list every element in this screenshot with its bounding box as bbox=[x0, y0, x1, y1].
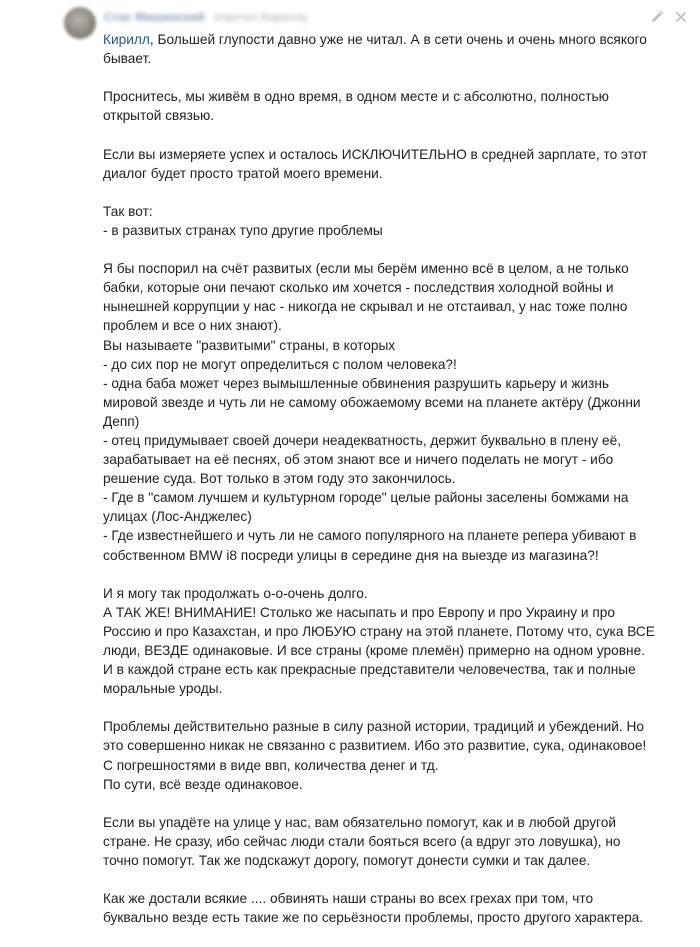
text-line-content: Так вот: bbox=[103, 203, 153, 219]
text-line bbox=[103, 393, 688, 412]
text-line-content: По сути, всё везде одинаковое. bbox=[103, 776, 303, 792]
text-line-content: Я бы поспорил на счёт развитых (если мы берём именно всё в целом, а не только bbox=[103, 261, 629, 277]
text-line-content: - одна баба может через вымышленные обвинения разрушить карьеру и жизнь bbox=[103, 375, 610, 391]
text-line bbox=[103, 278, 688, 297]
text-line-content: Вы называете "развитыми" страны, в которых bbox=[103, 337, 396, 353]
text-line-content: зарабатывает на её песнях, об этом знают все и ничего поделать не могут - ибо bbox=[103, 452, 614, 468]
comment-header bbox=[104, 10, 308, 26]
comment-paragraph bbox=[103, 259, 688, 565]
comment-paragraph bbox=[103, 145, 688, 183]
text-line-content: бабки, которые они печают сколько им хочется - последствия холодной войны и bbox=[103, 280, 614, 296]
comment-paragraph bbox=[103, 813, 688, 870]
text-line bbox=[103, 641, 688, 660]
text-line-content: это совершенно никак не связанно с развитием. Ибо это развитие, сука, одинаковое! bbox=[103, 738, 647, 754]
text-line bbox=[103, 297, 688, 316]
text-line bbox=[103, 756, 688, 775]
text-line bbox=[103, 374, 688, 393]
text-line bbox=[103, 202, 688, 221]
comment-paragraph bbox=[103, 889, 688, 927]
pencil-icon[interactable] bbox=[650, 10, 664, 24]
text-line-content: Депп) bbox=[103, 413, 140, 429]
text-line-content: И в каждой стране есть как прекрасные представители человечества, так и полные bbox=[103, 662, 636, 678]
text-line bbox=[103, 889, 688, 908]
text-line bbox=[103, 908, 688, 927]
text-line-content: собственном BMW i8 посреди улицы в середине дня на выезде из магазина?! bbox=[103, 547, 599, 563]
text-line-content: Проснитесь, мы живём в одно время, в одном месте и с абсолютно, полностью bbox=[103, 89, 609, 105]
text-line bbox=[103, 507, 688, 526]
text-line bbox=[103, 431, 688, 450]
text-line bbox=[103, 450, 688, 469]
text-line-content: Если вы упадёте на улице у нас, вам обязательно помогут, как и в любой другой bbox=[103, 814, 616, 830]
comment-paragraph bbox=[103, 202, 688, 240]
text-line bbox=[103, 49, 688, 68]
text-line-content: решение суда. Вот только в этом году это закончилось. bbox=[103, 471, 456, 487]
text-line-content: открытой связью. bbox=[103, 108, 215, 124]
comment-paragraph bbox=[103, 30, 688, 68]
text-line-content: - Где известнейшего и чуть ли не самого популярного на планете репера убивают в bbox=[103, 528, 637, 544]
text-line-content: И я могу так продолжать о-о-очень долго. bbox=[103, 585, 368, 601]
text-line-content: точно помогут. Так же подскажут дорогу, помогут донести сумки и так далее. bbox=[103, 853, 591, 869]
text-line-content: буквально везде есть такие же по серьёзности проблемы, просто другого характера. bbox=[103, 910, 644, 926]
text-line bbox=[103, 832, 688, 851]
text-line-content: моральные уроды. bbox=[103, 681, 223, 697]
comment-text bbox=[103, 30, 688, 947]
text-line bbox=[103, 526, 688, 545]
text-line-content: Если вы измеряете успех и осталось ИСКЛЮЧИТЕЛЬНО в средней зарплате, то этот bbox=[103, 146, 648, 162]
comment-paragraph bbox=[103, 87, 688, 125]
comment-paragraph bbox=[103, 584, 688, 699]
avatar[interactable] bbox=[64, 7, 96, 39]
text-line-content: С погрешностями в виде ввп, количества денег и тд. bbox=[103, 757, 439, 773]
close-icon[interactable] bbox=[674, 10, 688, 24]
text-line bbox=[103, 164, 688, 183]
text-line-content: нынешней коррупции у нас - никогда не скрывал и не отстаивал, у нас тоже полно bbox=[103, 299, 628, 315]
text-line bbox=[103, 412, 688, 431]
text-line bbox=[103, 259, 688, 278]
text-line-content: бывает. bbox=[103, 51, 152, 67]
text-line bbox=[103, 603, 688, 622]
text-line bbox=[103, 488, 688, 507]
text-line-content: - отец придумывает своей дочери неадекватность, держит буквально в плену её, bbox=[103, 432, 622, 448]
text-line-content: - в развитых странах тупо другие проблемы bbox=[103, 222, 383, 238]
text-line bbox=[103, 813, 688, 832]
text-line bbox=[103, 221, 688, 240]
text-line-content: улицах (Лос-Анджелес) bbox=[103, 509, 252, 525]
text-line bbox=[103, 851, 688, 870]
text-line-content: Как же достали всякие .... обвинять наши страны во всех грехах при том, что bbox=[103, 891, 594, 907]
text-line bbox=[103, 622, 688, 641]
author-name[interactable]: Стас Мишинский bbox=[104, 10, 205, 24]
comment-tools bbox=[650, 10, 688, 24]
text-line-content: проблем и все о них знают). bbox=[103, 318, 282, 334]
text-line bbox=[103, 584, 688, 603]
text-line-content: - Где в "самом лучшем и культурном городе" целые районы заселены бомжами на bbox=[103, 490, 629, 506]
text-line bbox=[103, 469, 688, 488]
text-line-content: стране. Не сразу, ибо сейчас люди стали бояться всего (а вдруг это ловушка), но bbox=[103, 833, 621, 849]
text-line bbox=[103, 717, 688, 736]
text-line bbox=[103, 30, 688, 49]
text-line-content: диалог будет просто тратой моего времени. bbox=[103, 165, 383, 181]
text-line bbox=[103, 106, 688, 125]
text-line bbox=[103, 775, 688, 794]
text-line-content: А ТАК ЖЕ! ВНИМАНИЕ! Столько же насыпать и про Европу и про Украину и про bbox=[103, 604, 615, 620]
text-line bbox=[103, 336, 688, 355]
text-line bbox=[103, 355, 688, 374]
text-line bbox=[103, 546, 688, 565]
text-line bbox=[103, 660, 688, 679]
text-line-content: люди, ВЕЗДЕ одинаковые. И все страны (кроме племён) примерно на одном уровне. bbox=[103, 643, 646, 658]
text-line-content: мировой звезде и чуть ли не самому обожаемому всеми на планете актёру (Джонни bbox=[103, 394, 641, 410]
comment-paragraph bbox=[103, 717, 688, 793]
text-line bbox=[103, 736, 688, 755]
reply-to-label[interactable]: ответил Кириллу bbox=[214, 10, 309, 24]
text-line-content: Проблемы действительно разные в силу разной истории, традиций и убеждений. Но bbox=[103, 719, 644, 735]
mention-link[interactable]: Кирилл bbox=[103, 32, 150, 47]
text-line bbox=[103, 679, 688, 698]
text-line-content: , Большей глупости давно уже не читал. А в сети очень и очень много всякого bbox=[149, 32, 647, 47]
text-line bbox=[103, 87, 688, 106]
text-line bbox=[103, 316, 688, 335]
text-line bbox=[103, 145, 688, 164]
text-line-content: Россию и про Казахстан, и про ЛЮБУЮ страну на этой планете. Потому что, сука ВСЕ bbox=[103, 623, 655, 639]
text-line-content: - до сих пор не могут определиться с полом человека?! bbox=[103, 356, 457, 372]
